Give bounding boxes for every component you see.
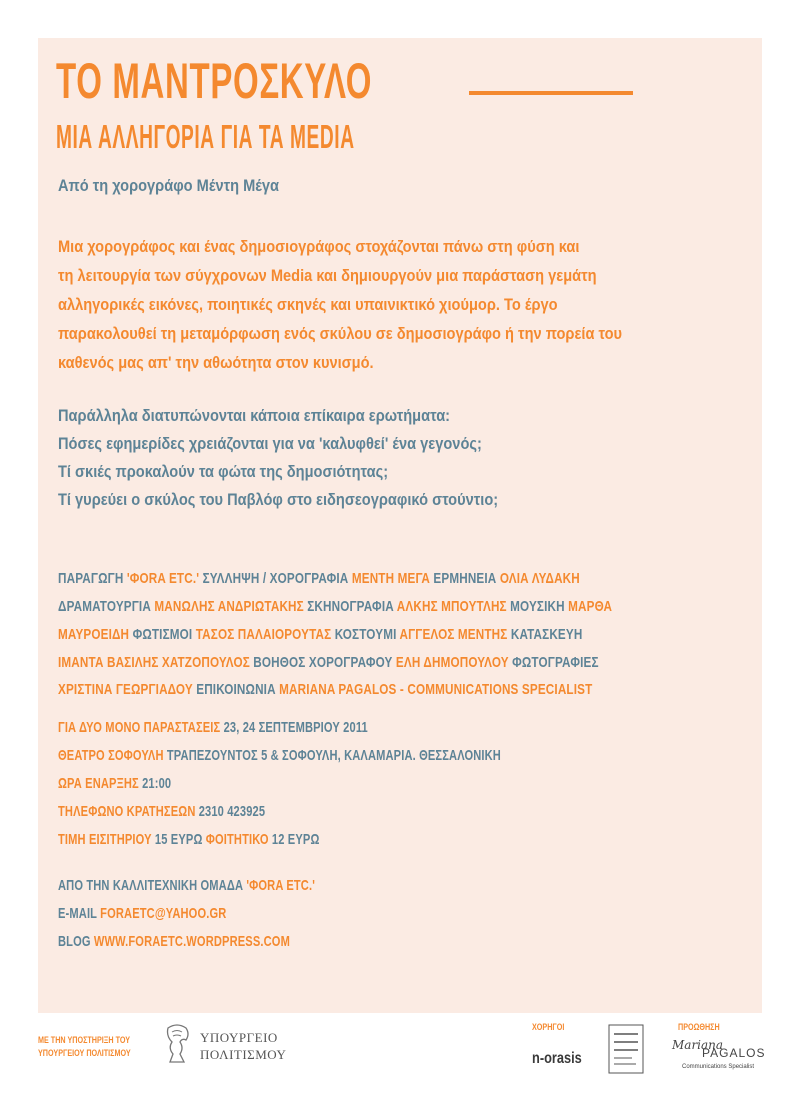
contact-line-segment: WWW.FORAETC.WORDPRESS.COM (93, 933, 290, 950)
credits-line-segment: ΦΩΤΙΣΜΟΙ (132, 626, 196, 643)
title-rule (469, 91, 633, 95)
contact-line-segment: BLOG (58, 933, 94, 950)
credits-line-segment: ΤΑΣΟΣ ΠΑΛΑΙΟΡΟΥΤΑΣ (195, 626, 335, 643)
credits-line-segment: ΦΩΤΟΓΡΑΦΙΕΣ (512, 654, 599, 671)
support-text-line: ΥΠΟΥΡΓΕΙΟΥ ΠΟΛΙΤΙΣΜΟΥ (38, 1048, 131, 1058)
credits-line-segment: ΙΜΑΝΤΑ (58, 654, 107, 671)
credits-line (58, 681, 592, 698)
event-info-line-segment: 23, 24 ΣΕΠΤΕΜΒΡΙΟΥ 2011 (223, 719, 368, 736)
contact-line-segment: E-MAIL (58, 905, 101, 922)
page-subtitle: ΜΙΑ ΑΛΛΗΓΟΡΙΑ ΓΙΑ ΤΑ MEDIA (56, 118, 355, 155)
credits-line-segment: ΒΟΗΘΟΣ ΧΟΡΟΓΡΑΦΟΥ (253, 654, 396, 671)
event-info-line-segment: ΓΙΑ ΔΥΟ ΜΟΝΟ ΠΑΡΑΣΤΑΣΕΙΣ (58, 719, 224, 736)
credits-line-segment: MARIANA PAGALOS - COMMUNICATIONS SPECIALIST (279, 681, 593, 698)
credits-line-segment: ΣΥΛΛΗΨΗ / ΧΟΡΟΓΡΑΦΙΑ (202, 570, 352, 587)
credits-line-segment: ΕΛΗ ΔΗΜΟΠΟΥΛΟΥ (395, 654, 513, 671)
question-line: Τί γυρεύει ο σκύλος του Παβλόφ στο ειδησεογραφικό στούντιο; (58, 490, 499, 509)
credits-line (58, 598, 612, 615)
credits-line-segment: ΕΡΜΗΝΕΙΑ (433, 570, 500, 587)
sponsors-label: ΧΟΡΗΓΟΙ (532, 1022, 565, 1032)
credits-line-segment: ΜΟΥΣΙΚΗ (510, 598, 569, 615)
credits-line-segment: ΚΟΣΤΟΥΜΙ (334, 626, 400, 643)
credits-line-segment: ΑΛΚΗΣ ΜΠΟΥΤΛΗΣ (396, 598, 511, 615)
credits-line-segment: ΣΚΗΝΟΓΡΑΦΙΑ (307, 598, 397, 615)
event-info-line (58, 831, 320, 848)
credits-line-segment: ΧΡΙΣΤΙΝΑ ΓΕΩΡΓΙΑΔΟΥ (58, 681, 197, 698)
credits-line-segment: ΒΑΣΙΛΗΣ ΧΑΤΖΟΠΟΥΛΟΣ (106, 654, 254, 671)
page-title: ΤΟ ΜΑΝΤΡΟΣΚΥΛΟ (56, 53, 373, 109)
credits-line-segment: ΕΠΙΚΟΙΝΩΝΙΑ (196, 681, 280, 698)
event-info-line (58, 775, 171, 792)
event-info-line-segment: ΤΡΑΠΕΖΟΥΝΤΟΣ 5 & ΣΟΦΟΥΛΗ, ΚΑΛΑΜΑΡΙΑ. ΘΕΣΣΑΛΟΝΙΚΗ (166, 747, 501, 764)
credits-line-segment: 'ΦΟRA ETC.' (126, 570, 203, 587)
event-info-line-segment: 21:00 (142, 775, 172, 792)
contact-line-segment: ΑΠΟ ΤΗΝ ΚΑΛΛΙΤΕΧΝΙΚΗ ΟΜΑΔΑ (58, 877, 247, 894)
question-line: Τί σκιές προκαλούν τα φώτα της δημοσιότητας; (58, 462, 389, 481)
pagalos-logo-tagline: Communications Specialist (682, 1064, 755, 1070)
credits-line-segment: ΠΑΡΑΓΩΓΗ (58, 570, 127, 587)
contact-line-segment: FORAETC@YAHOO.GR (100, 905, 227, 922)
support-text-line: ΜΕ ΤΗΝ ΥΠΟΣΤΗΡΙΞΗ ΤΟΥ (38, 1035, 131, 1045)
event-info-line (58, 747, 501, 764)
event-info-line-segment: 12 ΕΥΡΩ (271, 831, 320, 848)
event-info-line-segment: 15 ΕΥΡΩ (154, 831, 206, 848)
credits-line-segment: ΟΛΙΑ ΛΥΔΑΚΗ (499, 570, 580, 587)
credits-line-segment: ΜΑΡΘΑ (568, 598, 613, 615)
question-line: Πόσες εφημερίδες χρειάζονται για να 'καλυφθεί' ένα γεγονός; (58, 434, 482, 453)
description-line: τη λειτουργία των σύγχρονων Media και δημιουργούν μια παράσταση γεμάτη (58, 266, 597, 285)
event-info-line-segment: ΦΟΙΤΗΤΙΚΟ (205, 831, 272, 848)
credits-line-segment: ΚΑΤΑΣΚΕΥΗ (510, 626, 583, 643)
promotion-label: ΠΡΟΩΘΗΣΗ (678, 1022, 720, 1032)
pagalos-logo-script: Mariana (672, 1038, 724, 1052)
contact-line-segment: 'ΦΟRA ETC.' (246, 877, 315, 894)
contact-line (58, 905, 226, 922)
credits-line-segment: ΜΕΝΤΗ ΜΕΓΑ (351, 570, 434, 587)
event-info-line-segment: ΩΡΑ ΕΝΑΡΞΗΣ (58, 775, 143, 792)
credits-line (58, 626, 582, 643)
event-info-line-segment: ΤΙΜΗ ΕΙΣΙΤΗΡΙΟΥ (58, 831, 155, 848)
credits-line-segment: ΑΓΓΕΛΟΣ ΜΕΝΤΗΣ (399, 626, 511, 643)
ministry-name-line: ΠΟΛΙΤΙΣΜΟΥ (200, 1047, 287, 1062)
event-info-line-segment: ΘΕΑΤΡΟ ΣΟΦΟΥΛΗ (58, 747, 167, 764)
credits-line-segment: ΜΑΥΡΟΕΙΔΗ (58, 626, 133, 643)
contact-line (58, 877, 315, 894)
norasis-logo: n-orasis (532, 1050, 582, 1067)
event-info-line-segment: 2310 423925 (198, 803, 266, 820)
credits-line (58, 570, 580, 587)
description-line: καθενός μας απ' την αθωότητα στον κυνισμό. (58, 353, 374, 372)
ministry-logo-icon (160, 1022, 194, 1066)
event-info-line-segment: ΤΗΛΕΦΩΝΟ ΚΡΑΤΗΣΕΩΝ (58, 803, 199, 820)
credits-line-segment: ΜΑΝΩΛΗΣ ΑΝΔΡΙΩΤΑΚΗΣ (154, 598, 308, 615)
description-line: παρακολουθεί τη μεταμόρφωση ενός σκύλου σε δημοσιογράφο ή την πορεία του (58, 324, 623, 343)
event-info-line (58, 803, 265, 820)
credits-line (58, 654, 599, 671)
pagalos-logo-name: PAGALOS (702, 1046, 766, 1060)
credits-line-segment: ΔΡΑΜΑΤΟΥΡΓΙΑ (58, 598, 155, 615)
ministry-name-line: ΥΠΟΥΡΓΕΙΟ (200, 1030, 278, 1045)
byline: Από τη χορογράφο Μέντη Μέγα (58, 176, 279, 195)
contact-line (58, 933, 290, 950)
dance-school-logo-icon (608, 1024, 644, 1074)
question-line: Παράλληλα διατυπώνονται κάποια επίκαιρα ερωτήματα: (58, 406, 451, 425)
description-line: Μια χορογράφος και ένας δημοσιογράφος στοχάζονται πάνω στη φύση και (58, 237, 580, 256)
description-line: αλληγορικές εικόνες, ποιητικές σκηνές και υπαινικτικό χιούμορ. Το έργο (58, 295, 558, 314)
event-info-line (58, 719, 368, 736)
